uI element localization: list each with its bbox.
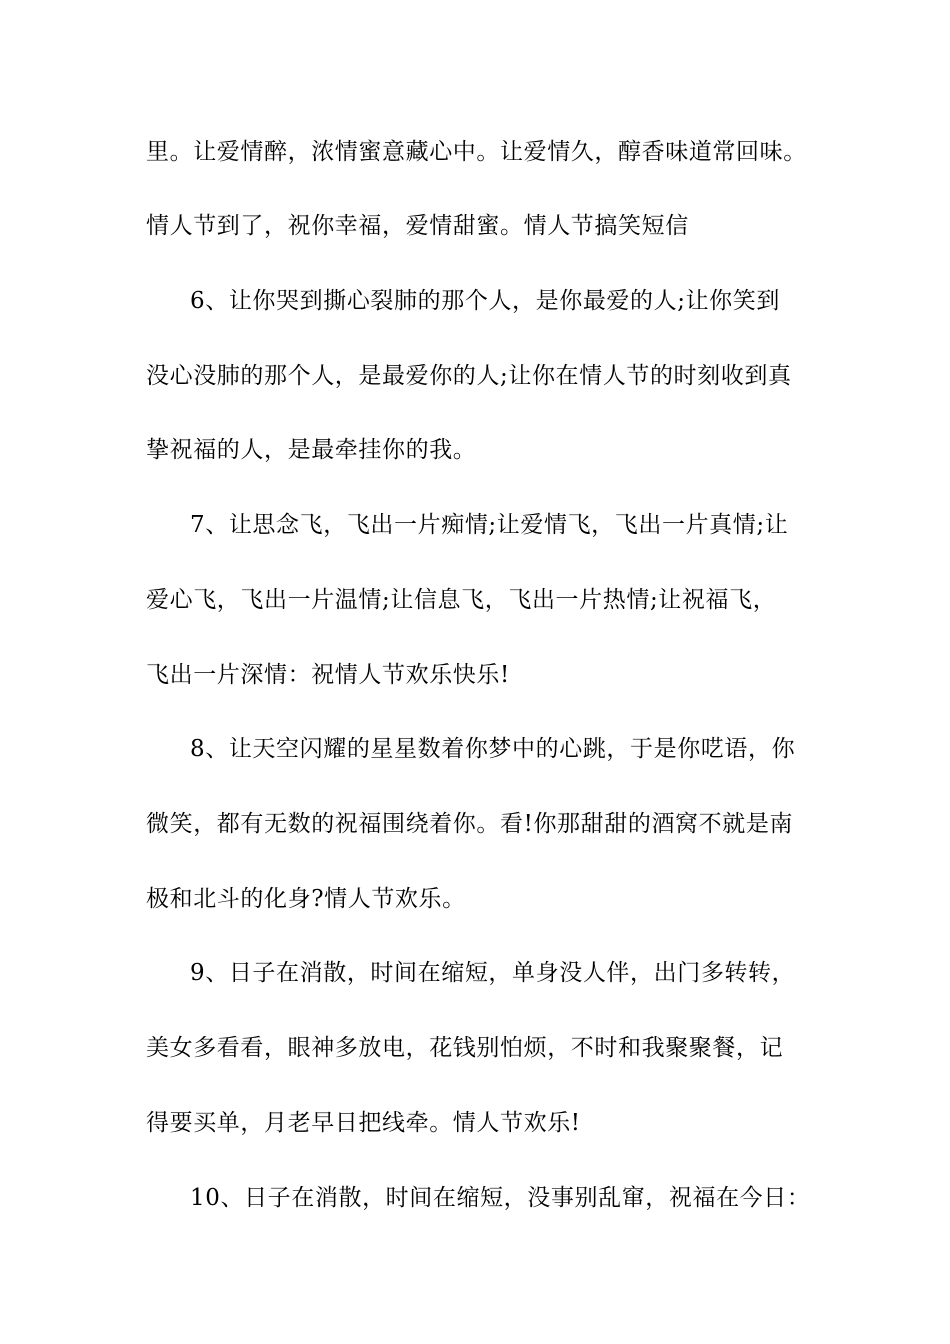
paragraph-line-item-9: 9、日子在消散，时间在缩短，单身没人伴，出门多转转， — [190, 960, 796, 986]
paragraph-line-item-7: 7、让思念飞，飞出一片痴情;让爱情飞，飞出一片真情;让 — [190, 512, 789, 538]
paragraph-line: 得要买单，月老早日把线牵。情人节欢乐! — [146, 1110, 581, 1136]
paragraph-line: 里。让爱情醉，浓情蜜意藏心中。让爱情久，醇香味道常回味。 — [146, 139, 807, 165]
paragraph-line: 极和北斗的化身?情人节欢乐。 — [146, 886, 466, 912]
paragraph-line: 情人节到了，祝你幸福，爱情甜蜜。情人节搞笑短信 — [146, 213, 689, 239]
paragraph-line-item-10: 10、日子在消散，时间在缩短，没事别乱窜，祝福在今日： — [190, 1185, 811, 1211]
paragraph-line: 没心没肺的那个人，是最爱你的人;让你在情人节的时刻收到真 — [146, 363, 792, 389]
paragraph-line: 微笑，都有无数的祝福围绕着你。看!你那甜甜的酒窝不就是南 — [146, 811, 794, 837]
paragraph-line: 美女多看看，眼神多放电，花钱别怕烦，不时和我聚聚餐，记 — [146, 1035, 784, 1061]
paragraph-line: 挚祝福的人，是最牵挂你的我。 — [146, 437, 477, 463]
paragraph-line-item-8: 8、让天空闪耀的星星数着你梦中的心跳，于是你呓语，你 — [190, 736, 796, 762]
paragraph-line: 飞出一片深情：祝情人节欢乐快乐! — [146, 662, 510, 688]
paragraph-line-item-6: 6、让你哭到撕心裂肺的那个人，是你最爱的人;让你笑到 — [190, 288, 780, 314]
paragraph-line: 爱心飞，飞出一片温情;让信息飞，飞出一片热情;让祝福飞， — [146, 587, 777, 613]
